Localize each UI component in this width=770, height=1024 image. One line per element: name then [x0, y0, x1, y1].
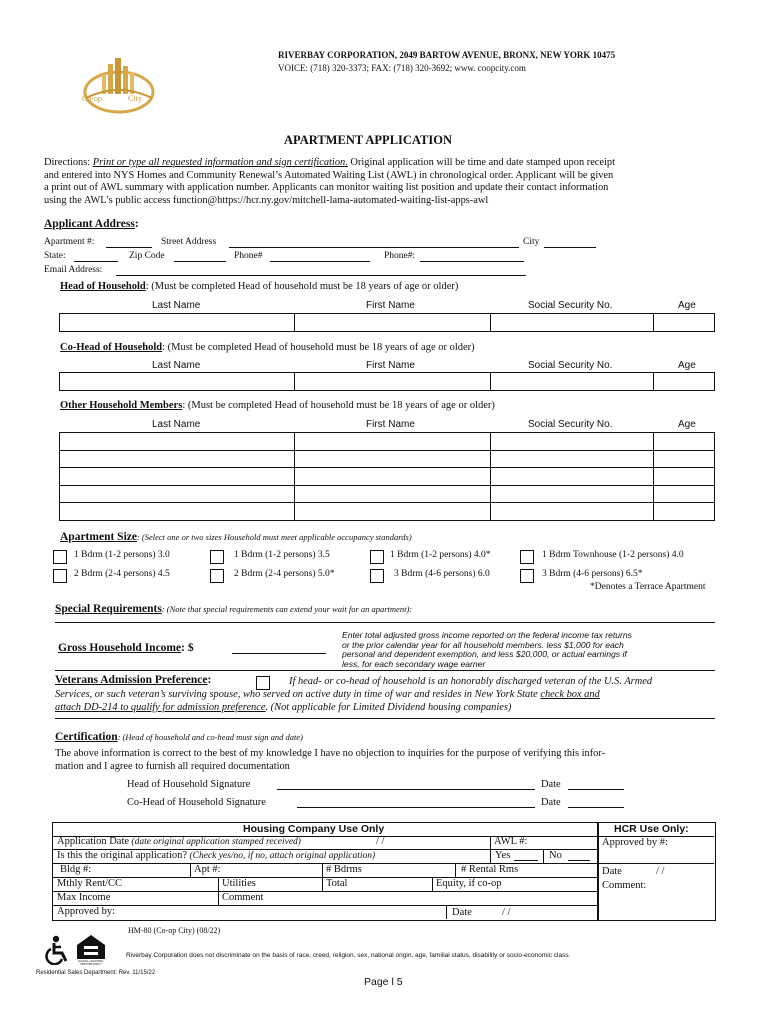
member-first-name-field[interactable] — [295, 468, 491, 486]
phone-field[interactable] — [270, 261, 370, 262]
head-ssn-field[interactable] — [490, 314, 654, 332]
email-field[interactable] — [116, 275, 526, 276]
approved-by-label: Approved by: — [57, 906, 116, 917]
row-line — [52, 905, 597, 906]
member-last-name-field[interactable] — [60, 468, 295, 486]
col-line — [455, 863, 456, 877]
gross-income-note: Enter total adjusted gross income reported on the federal income tax returns or the prior calendar year for all household members. less $1,000 for each personal and dependent exemption, and less $20,000, or actual earnings if less, for each secondary wage earner — [342, 630, 632, 669]
awl-label: AWL #: — [494, 836, 528, 847]
col-last-name: Last Name — [152, 300, 201, 311]
co-head-last-name-field[interactable] — [60, 373, 295, 391]
col-first-name: First Name — [366, 360, 415, 371]
logo-text-right: City — [128, 94, 142, 103]
divider — [55, 670, 715, 671]
member-ssn-field[interactable] — [490, 433, 654, 451]
street-field[interactable] — [229, 247, 519, 248]
head-signature-field[interactable] — [277, 789, 535, 790]
apt-size-option: 2 Bdrm (2-4 persons) 5.0* — [234, 569, 335, 579]
co-head-age-field[interactable] — [654, 373, 715, 391]
co-head-table — [59, 372, 715, 391]
office-date-slashes: / / — [502, 907, 511, 918]
col-last-name: Last Name — [152, 419, 201, 430]
member-age-field[interactable] — [654, 433, 715, 451]
certification-text: The above information is correct to the best of my knowledge I have no objection to inquiries for the purpose of verifying this infor- mation and I agree to furnish all required documentation — [55, 748, 606, 772]
total-label: Total — [326, 878, 348, 889]
directions: Directions: Print or type all requested information and sign certification. Original application will be time and date stamped upon receipt and entered into NYS Homes and Community Renewal’s Automated Waiting List (AWL) in chronological order. Applicant will be given a print out of AWL summary with application number. Applicants can monitor waiting list position and update their contact information using the AWL’s public access function@https://hcr.ny.gov/mitchell-lama-automated-waiting-list-apps-awl — [44, 157, 616, 206]
head-first-name-field[interactable] — [295, 314, 491, 332]
apartment-label: Apartment #: — [44, 237, 95, 247]
zip-field[interactable] — [174, 261, 226, 262]
col-age: Age — [678, 419, 696, 430]
veterans-heading: Veterans Admission Preference: — [55, 674, 212, 686]
department-revision: Residential Sales Department: Rev. 11/15/22 — [36, 970, 156, 976]
comment-label: Comment — [222, 892, 264, 903]
page-title: APARTMENT APPLICATION — [284, 133, 452, 147]
hcr-date-label: Date — [602, 866, 622, 877]
apt-label: Apt #: — [194, 864, 221, 875]
member-first-name-field[interactable] — [295, 450, 491, 468]
yes-label: Yes — [495, 850, 511, 861]
row-line — [52, 877, 597, 878]
head-age-field[interactable] — [654, 314, 715, 332]
apt-size-checkbox[interactable] — [520, 569, 534, 583]
col-line — [432, 877, 433, 891]
other-members-heading: Other Household Members: (Must be completed Head of household must be 18 years of age or older) — [60, 400, 495, 411]
member-last-name-field[interactable] — [60, 503, 295, 521]
member-first-name-field[interactable] — [295, 485, 491, 503]
apt-size-option: 1 Bdrm (1-2 persons) 3.0 — [74, 550, 170, 560]
veterans-text: If head- or co-head of household is an honorably discharged veteran of the U.S. Armed Services, or such veteran’s surviving spouse, who served on active duty in time of war and resides in New York State check box and attach DD-214 to qualify for admission preference. (Not applicable for Limited Dividend housing companies) — [55, 676, 653, 713]
col-line — [490, 836, 491, 863]
coop-city-logo — [78, 54, 160, 116]
certification-heading: Certification: (Head of household and co-head must sign and date) — [55, 731, 303, 743]
head-date-field[interactable] — [568, 789, 624, 790]
application-date-slashes: / / — [376, 836, 385, 847]
hcr-approved-label: Approved by #: — [602, 837, 668, 848]
member-first-name-field[interactable] — [295, 433, 491, 451]
utilities-label: Utilities — [222, 878, 256, 889]
member-ssn-field[interactable] — [490, 503, 654, 521]
bldg-label: Bldg #: — [60, 864, 92, 875]
member-first-name-field[interactable] — [295, 503, 491, 521]
phone2-field[interactable] — [420, 261, 524, 262]
col-age: Age — [678, 360, 696, 371]
member-age-field[interactable] — [654, 450, 715, 468]
state-label: State: — [44, 251, 66, 261]
gross-income-field[interactable] — [232, 653, 326, 654]
co-head-signature-field[interactable] — [297, 807, 535, 808]
co-head-date-field[interactable] — [568, 807, 624, 808]
equal-housing-icon: EQUAL HOUSING OPPORTUNITY — [74, 933, 108, 967]
max-income-label: Max Income — [57, 892, 111, 903]
rental-rooms-label: # Rental Rms — [461, 864, 519, 875]
co-head-ssn-field[interactable] — [490, 373, 654, 391]
apt-size-option: 1 Bdrm (1-2 persons) 3.5 — [234, 550, 330, 560]
yes-field[interactable] — [514, 860, 538, 861]
col-first-name: First Name — [366, 300, 415, 311]
special-requirements-field[interactable] — [55, 622, 715, 623]
apt-size-option: 2 Bdrm (2-4 persons) 4.5 — [74, 569, 170, 579]
head-of-household-table — [59, 313, 715, 332]
terrace-footnote: *Denotes a Terrace Apartment — [590, 582, 706, 592]
apt-size-checkbox[interactable] — [53, 569, 67, 583]
member-ssn-field[interactable] — [490, 468, 654, 486]
street-label: Street Address — [161, 237, 217, 247]
page-number: Page l 5 — [364, 976, 403, 988]
col-line — [446, 905, 447, 919]
member-last-name-field[interactable] — [60, 450, 295, 468]
col-line — [322, 863, 323, 891]
equity-label: Equity, if co-op — [436, 878, 502, 889]
apt-size-option: 3 Bdrm (4-6 persons) 6.0 — [394, 569, 490, 579]
member-ssn-field[interactable] — [490, 485, 654, 503]
apt-size-option: 3 Bdrm (4-6 persons) 6.5* — [542, 569, 643, 579]
other-members-table — [59, 432, 715, 521]
apt-size-checkbox[interactable] — [520, 550, 534, 564]
nondiscrimination-notice: Riverbay Corporation does not discriminate on the basis of race, creed, religion, sex, national origin, age, familial status, disability or socio-economic class. — [126, 952, 571, 959]
housing-company-title: Housing Company Use Only — [243, 823, 385, 835]
email-label: Email Address: — [44, 265, 103, 275]
row-line — [52, 891, 597, 892]
gross-income-heading: Gross Household Income: $ — [58, 642, 194, 654]
office-date-label: Date — [452, 907, 472, 918]
col-line — [218, 877, 219, 905]
phone2-label: Phone#: — [384, 251, 416, 261]
col-ssn: Social Security No. — [528, 300, 613, 311]
apt-size-checkbox[interactable] — [370, 569, 384, 583]
head-signature-label: Head of Household Signature — [127, 779, 251, 790]
original-application-row: Is this the original application? (Check yes/no, if no, attach original application) — [57, 850, 376, 861]
apt-size-checkbox[interactable] — [53, 550, 67, 564]
member-age-field[interactable] — [654, 468, 715, 486]
no-field[interactable] — [568, 860, 590, 861]
apt-size-checkbox[interactable] — [370, 550, 384, 564]
member-last-name-field[interactable] — [60, 433, 295, 451]
accessibility-icon — [44, 935, 70, 965]
monthly-rent-label: Mthly Rent/CC — [57, 878, 123, 889]
hcr-comment-label: Comment: — [602, 880, 647, 891]
bdrms-label: # Bdrms — [326, 864, 362, 875]
co-head-date-label: Date — [541, 797, 561, 808]
head-last-name-field[interactable] — [60, 314, 295, 332]
logo-text-left: Co-op — [82, 94, 102, 103]
zip-label: Zip Code — [129, 251, 165, 261]
apt-size-checkbox[interactable] — [210, 569, 224, 583]
co-head-first-name-field[interactable] — [295, 373, 491, 391]
application-date-row: Application Date (date original application stamped received) — [57, 836, 301, 847]
co-head-signature-label: Co-Head of Household Signature — [127, 797, 266, 808]
col-last-name: Last Name — [152, 360, 201, 371]
member-ssn-field[interactable] — [490, 450, 654, 468]
col-line — [190, 863, 191, 877]
col-ssn: Social Security No. — [528, 360, 613, 371]
col-first-name: First Name — [366, 419, 415, 430]
col-line — [543, 849, 544, 863]
co-head-heading: Co-Head of Household: (Must be completed Head of household must be 18 years of age or older) — [60, 342, 475, 353]
col-ssn: Social Security No. — [528, 419, 613, 430]
city-field[interactable] — [544, 247, 596, 248]
city-label: City — [523, 237, 540, 247]
apartment-field[interactable] — [106, 247, 152, 248]
apartment-size-heading: Apartment Size: (Select one or two sizes Household must meet applicable occupancy standards) — [60, 531, 412, 543]
company-address: RIVERBAY CORPORATION, 2049 BARTOW AVENUE, BRONX, NEW YORK 10475 — [278, 50, 616, 60]
member-last-name-field[interactable] — [60, 485, 295, 503]
head-of-household-heading: Head of Household: (Must be completed Head of household must be 18 years of age or older) — [60, 281, 459, 292]
applicant-address-heading: Applicant Address: — [44, 218, 139, 230]
member-age-field[interactable] — [654, 485, 715, 503]
form-number: HM-80 (Co-op City) (08/22) — [128, 926, 221, 935]
col-age: Age — [678, 300, 696, 311]
divider — [55, 718, 715, 719]
row-line — [597, 863, 714, 864]
no-label: No — [549, 850, 562, 861]
phone-label: Phone# — [234, 251, 263, 261]
apt-size-option: 1 Bdrm (1-2 persons) 4.0* — [390, 550, 491, 560]
state-field[interactable] — [74, 261, 118, 262]
hcr-title: HCR Use Only: — [614, 823, 689, 835]
company-contact: VOICE: (718) 320-3373; FAX: (718) 320-3692; www. coopcity.com — [278, 63, 526, 73]
member-age-field[interactable] — [654, 503, 715, 521]
apt-size-checkbox[interactable] — [210, 550, 224, 564]
head-date-label: Date — [541, 779, 561, 790]
hcr-date-slashes: / / — [656, 866, 665, 877]
special-requirements-heading: Special Requirements: (Note that special requirements can extend your wait for an apartment): — [55, 603, 413, 615]
apt-size-option: 1 Bdrm Townhouse (1-2 persons) 4.0 — [542, 550, 684, 560]
